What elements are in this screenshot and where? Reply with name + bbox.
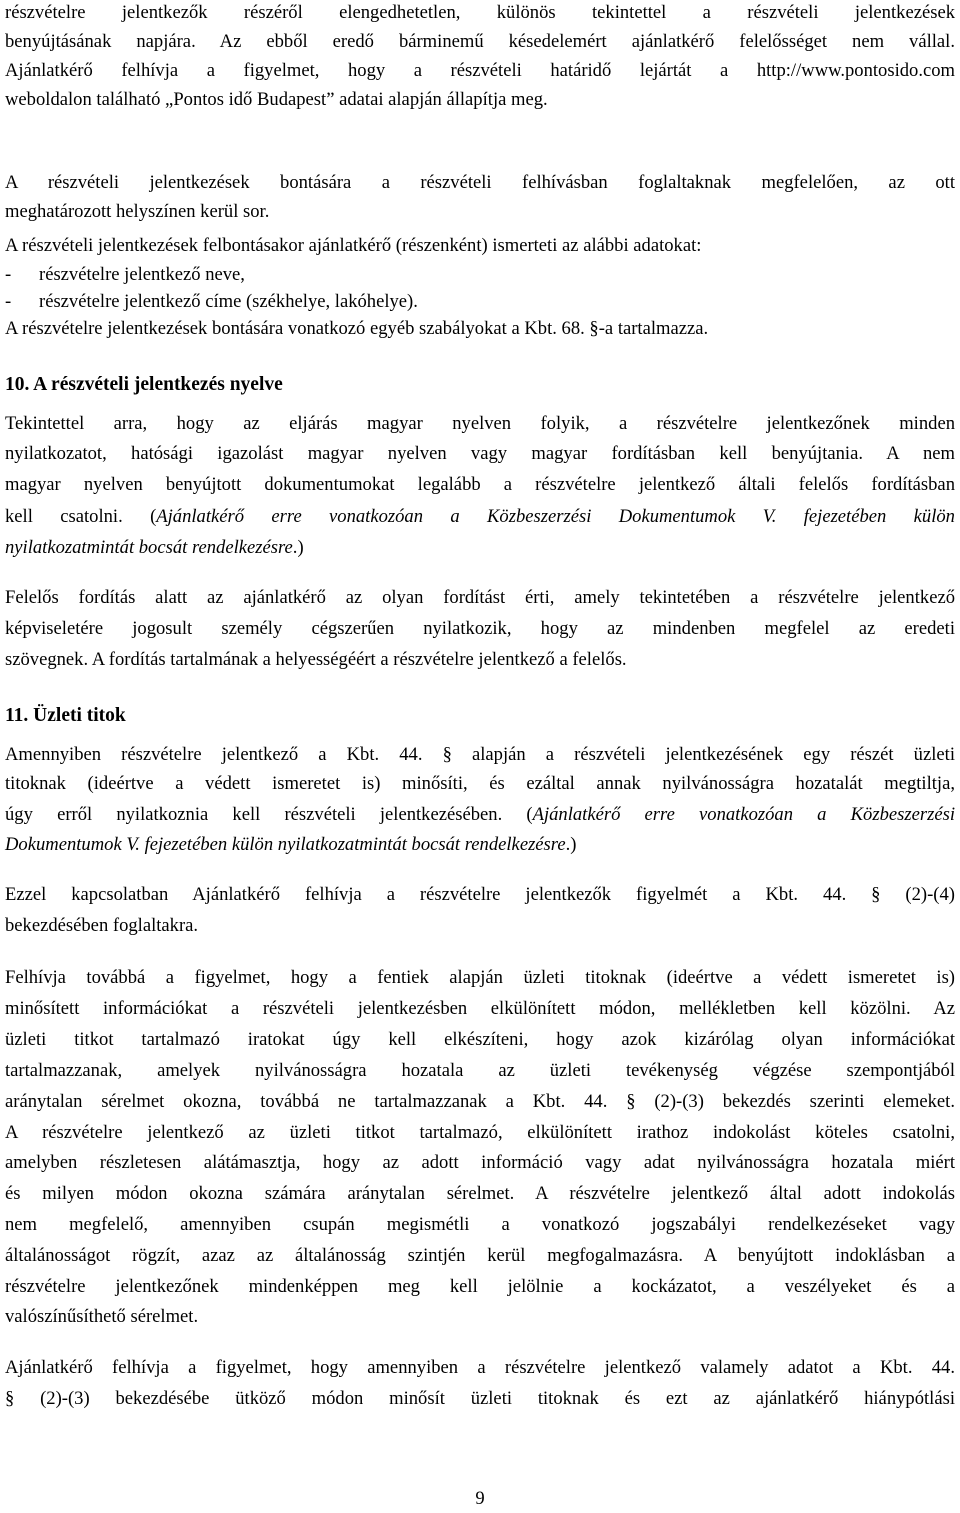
italic-run: Ajánlatkérő erre vonatkozóan a Közbeszerzési Dokumentumok V. fejezetében külön — [156, 506, 955, 527]
page-number: 9 — [475, 1488, 485, 1509]
text-line: Ezzel kapcsolatban Ajánlatkérő felhívja a részvételre jelentkezők figyelmét a Kbt. 44. § (2)-(4) — [5, 884, 955, 905]
text-line — [5, 537, 955, 559]
text-line: szövegnek. A fordítás tartalmának a helyességéért a részvételre jelentkező a felelős. — [5, 649, 627, 670]
text-line: Felelős fordítás alatt az ajánlatkérő az olyan fordítást érti, amely tekintetében a részvételre jelentkező — [5, 587, 955, 608]
text-line: A részvételi jelentkezések felbontásakor ajánlatkérő (részenként) ismerteti az alábbi adatokat: — [5, 235, 702, 256]
text-line: általánosságot rögzít, azaz az általánosság szintjén kerül megfogalmazásra. A benyújtott indoklásban a — [5, 1245, 955, 1266]
text-run: .) — [292, 537, 304, 558]
text-line: képviseletére jogosult személy cégszerűen nyilatkozik, hogy az mindenben megfelel az eredeti — [5, 618, 955, 639]
list-item-text: részvételre jelentkező címe (székhelye, lakóhelye). — [39, 291, 418, 312]
text-line: valószínűsíthető sérelmet. — [5, 1306, 199, 1327]
italic-run: nyilatkozatmintát bocsát rendelkezésre — [5, 537, 293, 558]
text-line: üzleti titkot tartalmazó iratokat úgy kell elkészíteni, hogy azok kizárólag olyan információkat — [5, 1029, 955, 1050]
text-line: weboldalon található „Pontos idő Budapest” adatai alapján állapítja meg. — [5, 89, 548, 110]
text-line — [5, 804, 955, 826]
section-heading: 11. Üzleti titok — [5, 705, 126, 726]
text-run: .) — [565, 834, 577, 855]
text-run: kell csatolni. ( — [5, 506, 157, 527]
text-line — [5, 834, 955, 856]
text-line: A részvételi jelentkezések bontására a részvételi felhívásban foglaltaknak megfelelően, az ott — [5, 172, 955, 193]
list-item-text: részvételre jelentkező neve, — [39, 264, 245, 285]
text-line: Amennyiben részvételre jelentkező a Kbt. 44. § alapján a részvételi jelentkezésének egy részét üzleti — [5, 744, 955, 765]
text-line: A részvételre jelentkezések bontására vonatkozó egyéb szabályokat a Kbt. 68. §-a tartalmazza. — [5, 318, 709, 339]
text-line: nem megfelelő, amennyiben csupán megismétli a vonatkozó jogszabályi rendelkezéseket vagy — [5, 1214, 955, 1235]
section-heading: 10. A részvételi jelentkezés nyelve — [5, 374, 283, 395]
italic-run: Dokumentumok V. fejezetében külön nyilatkozatmintát bocsát rendelkezésre — [5, 834, 566, 855]
text-line: titoknak (ideértve a védett ismeretet is) minősíti, és ezáltal annak nyilvánosságra hozatalát megtiltja, — [5, 773, 955, 794]
italic-run: Ajánlatkérő erre vonatkozóan a Közbeszerzési — [532, 804, 955, 825]
text-line: A részvételre jelentkező az üzleti titkot tartalmazó, elkülönített irathoz indokolást köteles csatolni, — [5, 1122, 955, 1143]
text-line: bekezdésében foglaltakra. — [5, 915, 199, 936]
document-page — [5, 0, 955, 1513]
text-line: Ajánlatkérő felhívja a figyelmet, hogy amennyiben a részvételre jelentkező valamely adatot a Kbt. 44. — [5, 1357, 955, 1378]
text-line: Ajánlatkérő felhívja a figyelmet, hogy a részvételi határidő lejártát a http://www.pontosido.com — [5, 60, 955, 81]
text-line: Felhívja továbbá a figyelmet, hogy a fentiek alapján üzleti titoknak (ideértve a védett ismeretet is) — [5, 967, 955, 988]
text-line: magyar nyelven benyújtott dokumentumokat legalább a részvételre jelentkező általi felelős fordításban — [5, 474, 955, 495]
text-line: részvételre jelentkezők részéről elengedhetetlen, különös tekintettel a részvételi jelentkezések — [5, 2, 955, 23]
text-line: tartalmazzanak, amelyek nyilvánosságra hozatala az üzleti tevékenység végzése szempontjából — [5, 1060, 955, 1081]
list-bullet: - — [5, 264, 12, 285]
text-line: amelyben részletesen alátámasztja, hogy az adott információ vagy adat nyilvánosságra hozatala miért — [5, 1152, 955, 1173]
text-line: minősített információkat a részvételi jelentkezésben elkülönített módon, mellékletben kell közölni. Az — [5, 998, 955, 1019]
text-line: § (2)-(3) bekezdésébe ütköző módon minősít üzleti titoknak és ezt az ajánlatkérő hiánypótlási — [5, 1388, 955, 1409]
text-line — [5, 506, 955, 528]
text-line: és milyen módon okozna számára aránytalan sérelmet. A részvételre jelentkező által adott indokolás — [5, 1183, 955, 1204]
text-line: aránytalan sérelmet okozna, továbbá ne tartalmazzanak a Kbt. 44. § (2)-(3) bekezdés szerinti elemeket. — [5, 1091, 955, 1112]
list-bullet: - — [5, 291, 12, 312]
text-run: úgy erről nyilatkoznia kell részvételi jelentkezésében. ( — [5, 804, 533, 825]
text-line: benyújtásának napjára. Az ebből eredő bárminemű késedelemért ajánlatkérő felelősséget nem vállal. — [5, 31, 955, 52]
text-line: részvételre jelentkezőnek mindenképpen meg kell jelölnie a kockázatot, a veszélyeket és a — [5, 1276, 955, 1297]
text-line: meghatározott helyszínen kerül sor. — [5, 201, 270, 222]
text-line: Tekintettel arra, hogy az eljárás magyar nyelven folyik, a részvételre jelentkezőnek minden — [5, 413, 955, 434]
text-line: nyilatkozatot, hatósági igazolást magyar nyelven vagy magyar fordításban kell benyújtania. A nem — [5, 443, 955, 464]
